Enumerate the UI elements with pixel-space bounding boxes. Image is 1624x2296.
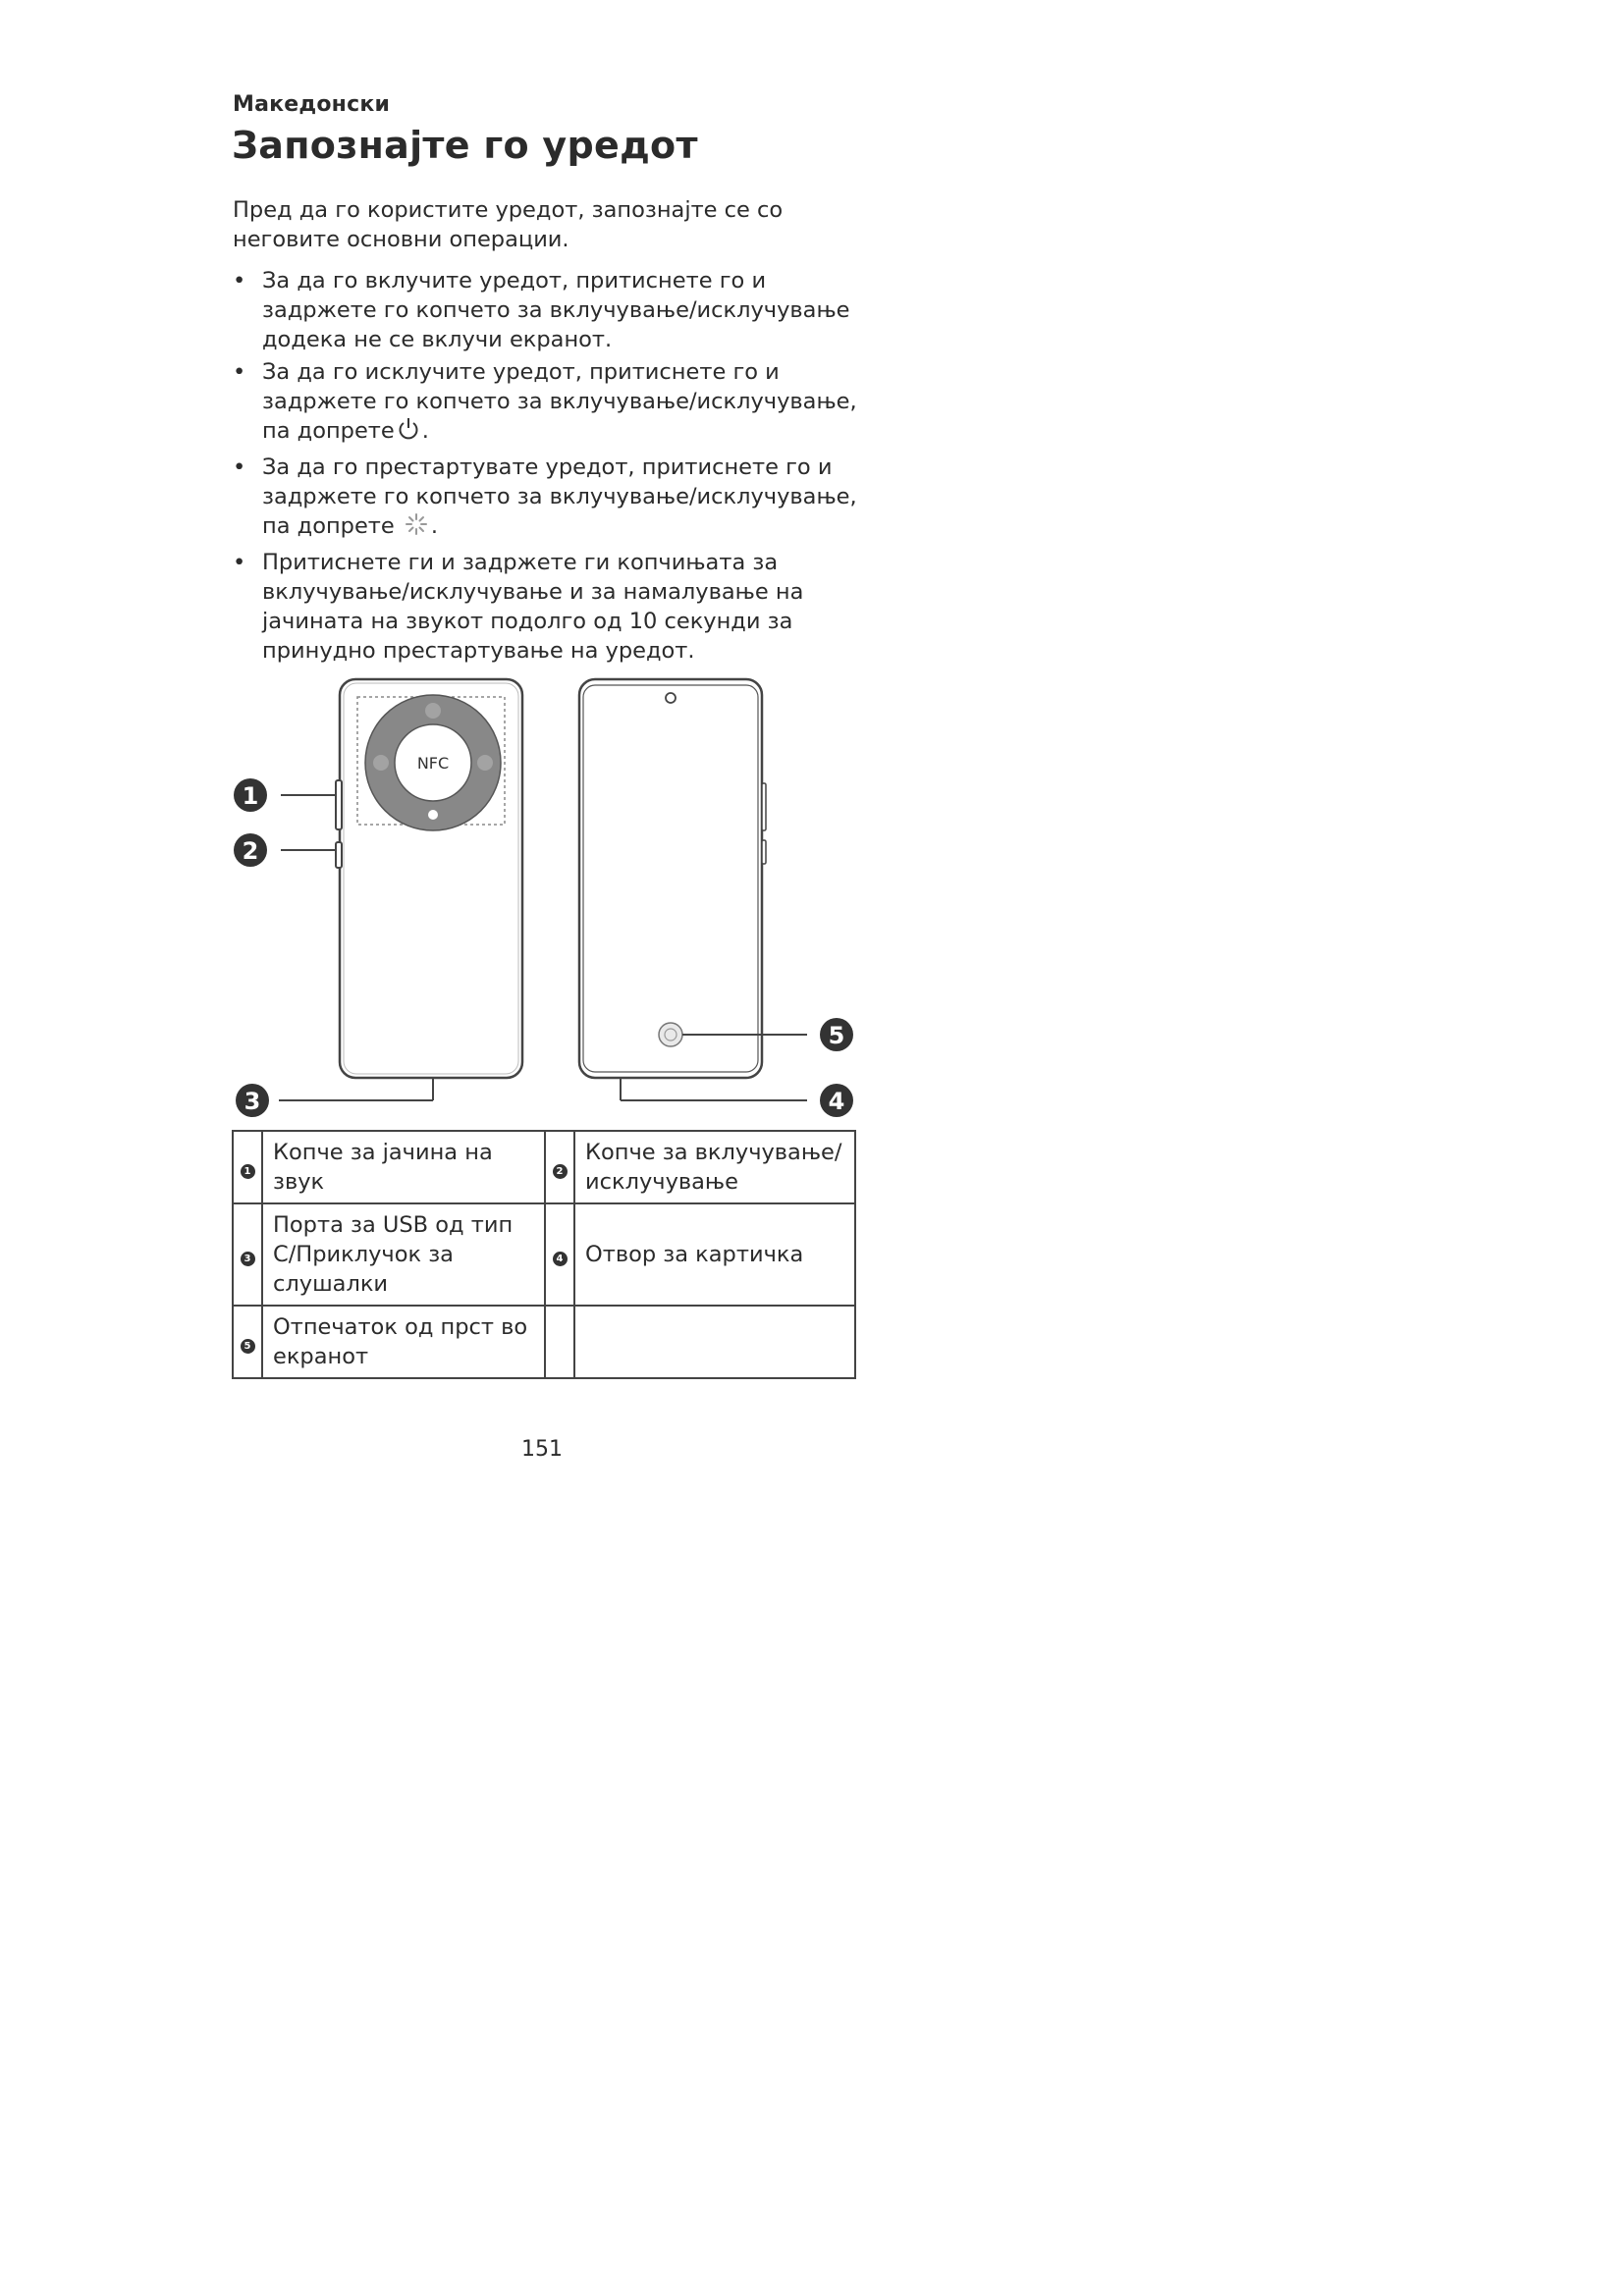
bullet-text-first: За да го исклучите уредот, притиснете го и bbox=[262, 359, 780, 385]
table-row bbox=[233, 1306, 855, 1378]
page-title: Запознајте го уредот bbox=[232, 124, 698, 167]
table-row bbox=[233, 1203, 855, 1306]
device-diagram bbox=[0, 0, 1084, 1129]
bullet-text-cont: задржете го копчето за вклучување/исклучување, па допрете bbox=[262, 484, 857, 539]
legend-label: Копче за јачина на звук bbox=[262, 1131, 545, 1203]
legend-number: 5 bbox=[241, 1339, 255, 1354]
bullet-text-first: Притиснете ги и задржете ги копчињата за bbox=[262, 550, 779, 575]
legend-number: 2 bbox=[553, 1164, 568, 1179]
fingerprint-icon bbox=[659, 1023, 682, 1046]
legend-number: 1 bbox=[241, 1164, 255, 1179]
volume-button bbox=[336, 780, 342, 829]
component-legend-table bbox=[232, 1130, 856, 1379]
device-front-view bbox=[579, 679, 807, 1100]
page-number: 151 bbox=[521, 1437, 563, 1462]
callout-1 bbox=[234, 778, 267, 812]
bullet-text-cont: задржете го копчето за вклучување/исклучување, па допрете bbox=[262, 389, 857, 444]
svg-text:3: 3 bbox=[244, 1088, 261, 1115]
table-row bbox=[233, 1131, 855, 1203]
bullet-text-first: За да го вклучите уредот, притиснете го и bbox=[262, 268, 767, 294]
side-power-button bbox=[336, 842, 342, 868]
legend-label: Отпечаток од прст во екранот bbox=[262, 1306, 545, 1378]
svg-text:1: 1 bbox=[242, 782, 259, 810]
language-label: Македонски bbox=[233, 92, 391, 117]
callout-2 bbox=[234, 833, 267, 867]
intro-paragraph: Пред да го користите уредот, запознајте се со неговите основни операции. bbox=[233, 197, 784, 252]
bullet-text-cont: задржете го копчето за вклучување/исклучување додека не се вклучи екранот. bbox=[262, 297, 850, 352]
nfc-label: NFC bbox=[416, 754, 450, 773]
svg-text:2: 2 bbox=[242, 837, 259, 865]
bullet-text-end: . bbox=[421, 418, 429, 444]
bullet-text-first: За да го престартувате уредот, притиснете го и bbox=[262, 454, 833, 480]
svg-text:5: 5 bbox=[828, 1022, 845, 1049]
legend-label: Копче за вклучување/ исклучување bbox=[574, 1131, 855, 1203]
legend-label: Порта за USB од тип C/Приклучок за слушалки bbox=[262, 1203, 545, 1306]
legend-number: 4 bbox=[553, 1252, 568, 1266]
legend-number: 3 bbox=[241, 1252, 255, 1266]
callout-3 bbox=[236, 1084, 269, 1117]
callout-5 bbox=[820, 1018, 853, 1051]
device-back-view bbox=[279, 679, 522, 1100]
front-camera bbox=[666, 693, 676, 703]
bullet-text-cont: вклучување/исклучување и за намалување на јачината на звукот подолго од 10 секунди за принудно престартување на уредот. bbox=[262, 579, 804, 664]
svg-text:4: 4 bbox=[828, 1088, 845, 1115]
legend-label: Отвор за картичка bbox=[574, 1203, 855, 1306]
bullet-text-end: . bbox=[430, 513, 439, 539]
callout-4 bbox=[820, 1084, 853, 1117]
